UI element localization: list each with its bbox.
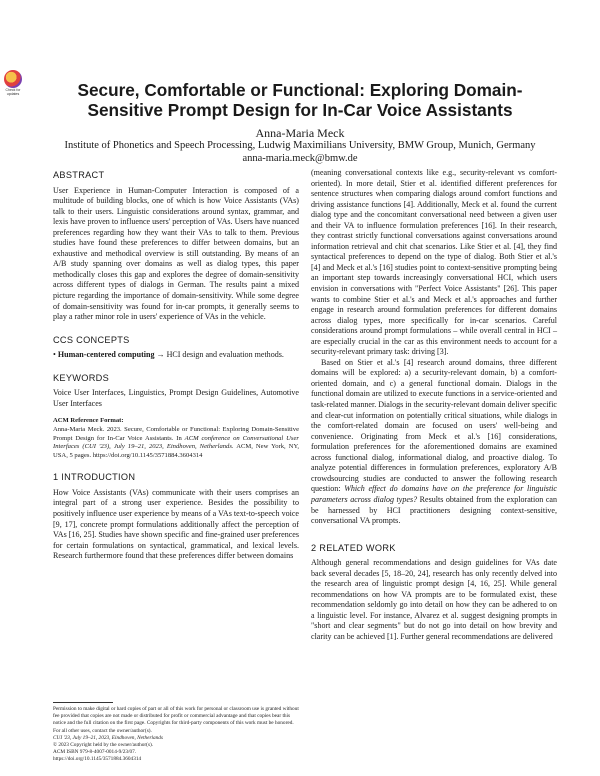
permission-notice: Permission to make digital or hard copies of part or all of this work for personal or classroom use is granted without fee provided that copies are not made or distributed for profit or commercial advantage and that copies bear this notice and the full citation on the first page. Copyrights for third-party components of this work must be honored. For all other uses, contact the owner/author(s). <box>53 706 299 734</box>
author-block <box>40 126 560 165</box>
domains-text-after: Results obtained from the exploration can be harnessed by HCI practitioners designing context-sensitive, conversational VA prompts. <box>311 494 558 526</box>
introduction-text: How Voice Assistants (VAs) communicate with their users comprises an integral part of a strong user experience. Besides the possibility to positively influence user experience by means of a VAs text-to-speech voice [9, 17], concrete prompt formulations additionally affect the perception of VAs [16, 25]. Studies have shown specific and fine-grained user preferences for certain formulations on syntactical, grammatical, and lexical levels. Research furthermore found that these preferences differ between domains <box>53 487 299 561</box>
ccs-rest: HCI design and evaluation methods. <box>166 350 284 360</box>
ccs-arrow: → <box>154 350 167 360</box>
acm-reference-text <box>53 426 299 460</box>
footnotes <box>53 702 299 764</box>
research-question: Which effect do domains have on the preference for linguistic parameters across dialog types? <box>311 484 557 504</box>
right-column <box>311 168 557 643</box>
related-work-heading: 2 RELATED WORK <box>311 542 396 553</box>
footnote-doi[interactable]: https://doi.org/10.1145/3571884.3604314 <box>53 756 142 763</box>
intro-domains-paragraph <box>311 358 557 527</box>
footnote-copyright: © 2023 Copyright held by the owner/author(s). <box>53 742 154 749</box>
footnote-rule <box>53 702 113 703</box>
keywords-heading: KEYWORDS <box>53 372 109 383</box>
author-email[interactable]: anna-maria.meck@bmw.de <box>242 152 358 164</box>
related-work-text: Although general recommendations and design guidelines for VAs date back several decades [5, 18–20, 24], research has only recently delved into the research area of linguistic prompt design [4, 16, 25]. While general recommendations on how VA prompts are to be formulated exist, these recommendation seldomly go into detail on how they can be adhered to on a linguistic level. For instance, Alvarez et al. suggest designing prompts in "short and clear segments" but do not go into detail on how brevity and clarity can be achieved [1]. Further general recommendations are delivered <box>311 558 557 641</box>
abstract-heading: ABSTRACT <box>53 170 105 180</box>
ccs-term: Human-centered computing <box>57 350 155 360</box>
footnote-venue: CUI '23, July 19–21, 2023, Eindhoven, Netherlands <box>53 734 163 741</box>
ccs-bullet: • <box>53 350 58 360</box>
abstract-text: User Experience in Human-Computer Interaction is composed of a multitude of building blocks, one of which is how Voice Assistants (VAs) talk to their users. Linguistic considerations around syntax, grammar, and lexis have proven to influence users' perception of VAs. Users have nuanced preferences regarding how they want their VAs to talk to them. Previous studies have found these preferences to differ between domains, but an exhaustive and methodical overview is still outstanding. By means of an A/B study spanning over domains as well as dialog types, this paper methodically closes this gap and explores the degree of domain-sensitivity across different types of dialogs in German. The results paint a mixed picture regarding the importance of domain-sensitivity. While some degree of domain-sensitivity was found for in-car prompts, it generally seems to play a rather minor role in users' experience of VAs in the vehicle. <box>53 185 299 322</box>
check-for-updates-badge[interactable] <box>2 70 24 96</box>
left-column <box>53 170 299 562</box>
crossmark-icon <box>4 70 22 88</box>
acm-reference-heading: ACM Reference Format: <box>53 417 124 425</box>
ccs-heading: CCS CONCEPTS <box>53 334 130 345</box>
footnote-isbn: ACM ISBN 979-8-4007-0014-9/23/07. <box>53 749 137 756</box>
acm-reference <box>53 417 299 460</box>
intro-continued-paragraph: (meaning conversational contexts like e.g., security-relevant vs comfort-oriented). In more detail, Stier et al. identified different preferences for sentence structures when comparing dialogs around comfort functions and driving assistance functions [4]. Additionally, Meck et al. found the current dialog type and the concomitant conversational need between a given user and their VA to influence formulation preferences [16]. In their research, they contrast strictly functional conversations against conversations around information retrieval and chit chat scenarios. Like Stier et al. [4], they find syntactical preferences to depend on the type of dialog. Both Stier et al.'s [4] and Meck et al.'s [16] studies point to context-sensitive prompting being an important step towards increasingly conversational HCI, which users envision in conversations with "Perfect Voice Assistants" [26]. This paper wants to combine Stier et al.'s and Meck et al.'s approaches and further engage in research around formulation preferences for different domains across dialog types, more specifically for in-car scenarios. Careful considerations around prompt formulations – while overall central in HCI – are especially crucial in the car as this environment needs to account for a security-relevant primary task: driving [3]. <box>311 168 557 357</box>
ccs-concepts <box>53 350 299 361</box>
paper-title: Secure, Comfortable or Functional: Exploring Domain-Sensitive Prompt Design for In-Car Voice Assistants <box>77 80 523 120</box>
author-name: Anna-Maria Meck <box>255 126 345 140</box>
introduction-heading: 1 INTRODUCTION <box>53 472 136 483</box>
keywords-text: Voice User Interfaces, Linguistics, Prompt Design Guidelines, Automotive User Interfaces <box>53 388 299 408</box>
badge-label: Check for updates <box>5 88 21 96</box>
acm-ref-venue: ACM conference on Conversational User Interfaces (CUI '23), July 19–21, 2023, Eindhoven, Netherlands. <box>53 434 299 451</box>
domains-text: Based on Stier et al.'s [4] research around domains, three different domains will be explored: a) a security-relevant domain, b) a comfort-oriented domain, and c) a general functional domain. Dialogs in the functional domain are utilized to execute functions in a service-oriented and task-related manner. Dialogs in the security-relevant domain deliver specific and clear-cut information on potentially critical situations, while dialogs in the comfort-related domain are focused on users' well-being and convenience. Originating from Meck et al.'s [16] considerations, formulation preferences for the aforementioned domains are examined across functional dialog, informational dialog, and proactive dialog. To analyze potential differences in formulation preferences, exploratory A/B crowdsourcing studies are conducted to answer the following research question: <box>311 357 558 494</box>
author-affiliation: Institute of Phonetics and Speech Processing, Ludwig Maximilians University, BMW Group, Munich, Germany <box>64 140 536 151</box>
acm-ref-before: Anna-Maria Meck. 2023. Secure, Comfortable or Functional: Exploring Domain-Sensitive Prompt Design for In-Car Voice Assistants. In <box>53 425 299 442</box>
acm-ref-after: ACM, New York, NY, USA, 5 pages. https://doi.org/10.1145/3571884.3604314 <box>53 443 300 459</box>
